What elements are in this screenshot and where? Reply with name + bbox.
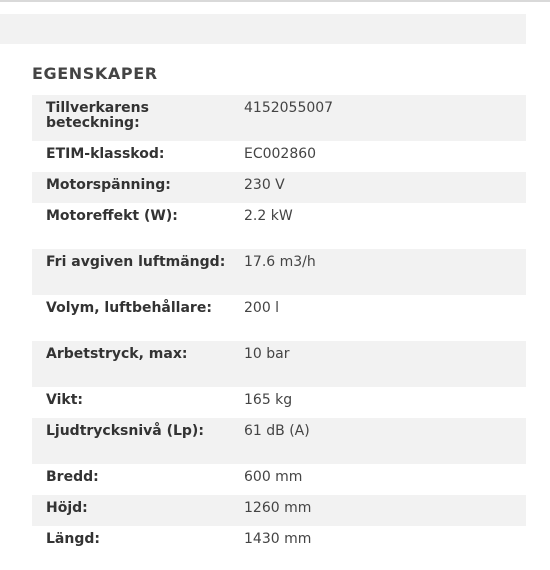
property-row	[32, 141, 526, 172]
property-label: Höjd:	[46, 500, 88, 516]
property-row	[32, 387, 526, 418]
property-value: 1260 mm	[244, 500, 312, 516]
property-value: 10 bar	[244, 346, 290, 362]
property-label: Arbetstryck, max:	[46, 346, 188, 362]
property-label: Längd:	[46, 531, 100, 547]
property-label: Volym, luftbehållare:	[46, 300, 212, 316]
property-value: 61 dB (A)	[244, 423, 310, 439]
property-value: 200 l	[244, 300, 280, 316]
property-row	[32, 203, 526, 249]
section-title: EGENSKAPER	[32, 64, 158, 83]
property-label: Fri avgiven luftmängd:	[46, 254, 226, 270]
property-label: ETIM-klasskod:	[46, 146, 165, 162]
property-value: 2.2 kW	[244, 208, 293, 224]
property-value: 600 mm	[244, 469, 303, 485]
properties-table	[32, 95, 526, 557]
property-row	[32, 95, 526, 141]
property-label: Bredd:	[46, 469, 99, 485]
property-label: Vikt:	[46, 392, 83, 408]
property-row	[32, 526, 526, 557]
top-divider	[0, 0, 550, 2]
top-bar	[0, 14, 526, 44]
property-value: 230 V	[244, 177, 285, 193]
property-value: 17.6 m3/h	[244, 254, 316, 270]
property-row	[32, 341, 526, 387]
property-label: Tillverkarens beteckning:	[46, 100, 149, 131]
property-row	[32, 464, 526, 495]
property-value: 4152055007	[244, 100, 334, 116]
property-value: 1430 mm	[244, 531, 312, 547]
property-row	[32, 249, 526, 295]
property-row	[32, 172, 526, 203]
property-row	[32, 418, 526, 464]
property-row	[32, 495, 526, 526]
property-label: Ljudtrycksnivå (Lp):	[46, 423, 204, 439]
property-label: Motorspänning:	[46, 177, 171, 193]
property-row	[32, 295, 526, 341]
property-value: 165 kg	[244, 392, 293, 408]
property-label: Motoreffekt (W):	[46, 208, 178, 224]
property-value: EC002860	[244, 146, 317, 162]
